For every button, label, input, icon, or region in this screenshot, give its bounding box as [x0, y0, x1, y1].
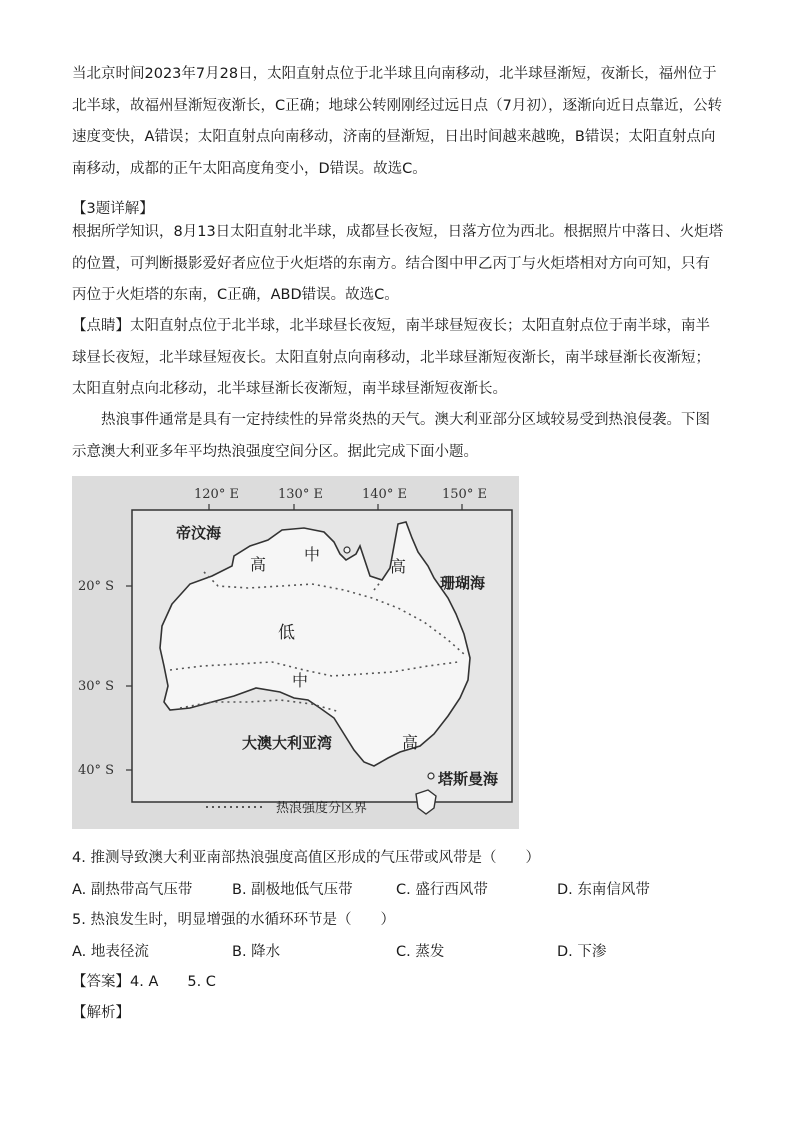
lon-label: 120° E [194, 487, 239, 502]
question-5-option-b: B. 降水 [232, 944, 281, 960]
island [428, 773, 434, 779]
paragraph-1: 当北京时间2023年7月28日，太阳直射点位于北半球且向南移动，北半球昼渐短，夜渐长，福州位于北半球，故福州昼渐短夜渐长，C正确；地球公转刚刚经过远日点（7月初），逐渐向近日点靠近，公转速度变快，A错误；太阳直射点向南移动，济南的昼渐短，日出时间越来越晚，B错误；太阳直射点向南移动，成都的正午太阳高度角变小，D错误。故选C。 [72, 66, 723, 177]
paragraph-2: 根据所学知识，8月13日太阳直射北半球，成都昼长夜短，日落方位为西北。根据照片中落日、火炬塔的位置，可判断摄影爱好者应位于火炬塔的东南方。结合图中甲乙丙丁与火炬塔相对方向可知，只有丙位于火炬塔的东南，C正确，ABD错误。故选C。 [72, 224, 724, 303]
question-5-stem: 5. 热浪发生时，明显增强的水循环环节是（ ） [72, 912, 395, 928]
zone-label: 低 [278, 623, 295, 643]
question-4-option-c: C. 盛行西风带 [396, 882, 488, 898]
lat-label: 30° S [78, 679, 115, 694]
lon-label: 130° E [278, 487, 323, 502]
answer-line [72, 972, 216, 992]
zone-label: 高 [390, 557, 407, 576]
zone-label: 高 [250, 555, 267, 574]
question-5-option-d: D. 下渗 [557, 944, 607, 960]
question-5-option-c: C. 蒸发 [396, 944, 445, 960]
zone-label: 高 [402, 733, 419, 752]
lat-label: 20° S [78, 579, 115, 594]
lon-label: 150° E [442, 487, 487, 502]
answer-text: 4. A 5. C [130, 974, 216, 990]
sea-label: 大澳大利亚湾 [242, 734, 333, 752]
question-5-option-a: A. 地表径流 [72, 944, 149, 960]
legend-label: 热浪强度分区界 [276, 801, 368, 816]
sea-label: 帝汶海 [176, 524, 222, 542]
zone-label: 中 [304, 545, 321, 564]
question-4-option-a: A. 副热带高气压带 [72, 882, 193, 898]
question-intro: 热浪事件通常是具有一定持续性的异常炎热的天气。澳大利亚部分区域较易受到热浪侵袭。下图示意澳大利亚多年平均热浪强度空间分区。据此完成下面小题。 [72, 412, 710, 460]
sea-label: 珊瑚海 [440, 574, 486, 592]
question-4-option-d: D. 东南信风带 [557, 882, 650, 898]
question-4-option-b: B. 副极地低气压带 [232, 882, 353, 898]
question-4-stem: 4. 推测导致澳大利亚南部热浪强度高值区形成的气压带或风带是（ ） [72, 850, 540, 866]
island [344, 547, 350, 553]
zone-label: 中 [292, 671, 309, 690]
australia-heatwave-map [72, 476, 519, 829]
analysis-heading: 【解析】 [72, 1005, 130, 1021]
section-heading-3: 【3题详解】 [72, 201, 154, 217]
sea-label: 塔斯曼海 [438, 770, 499, 788]
lon-label: 140° E [362, 487, 407, 502]
answer-tag: 【答案】 [72, 974, 130, 990]
lat-label: 40° S [78, 763, 115, 778]
tip-paragraph: 【点睛】太阳直射点位于北半球，北半球昼长夜短，南半球昼短夜长；太阳直射点位于南半球，南半球昼长夜短，北半球昼短夜长。太阳直射点向南移动，北半球昼渐短夜渐长，南半球昼渐长夜渐短；太阳直射点向北移动，北半球昼渐长夜渐短，南半球昼渐短夜渐长。 [72, 318, 710, 397]
